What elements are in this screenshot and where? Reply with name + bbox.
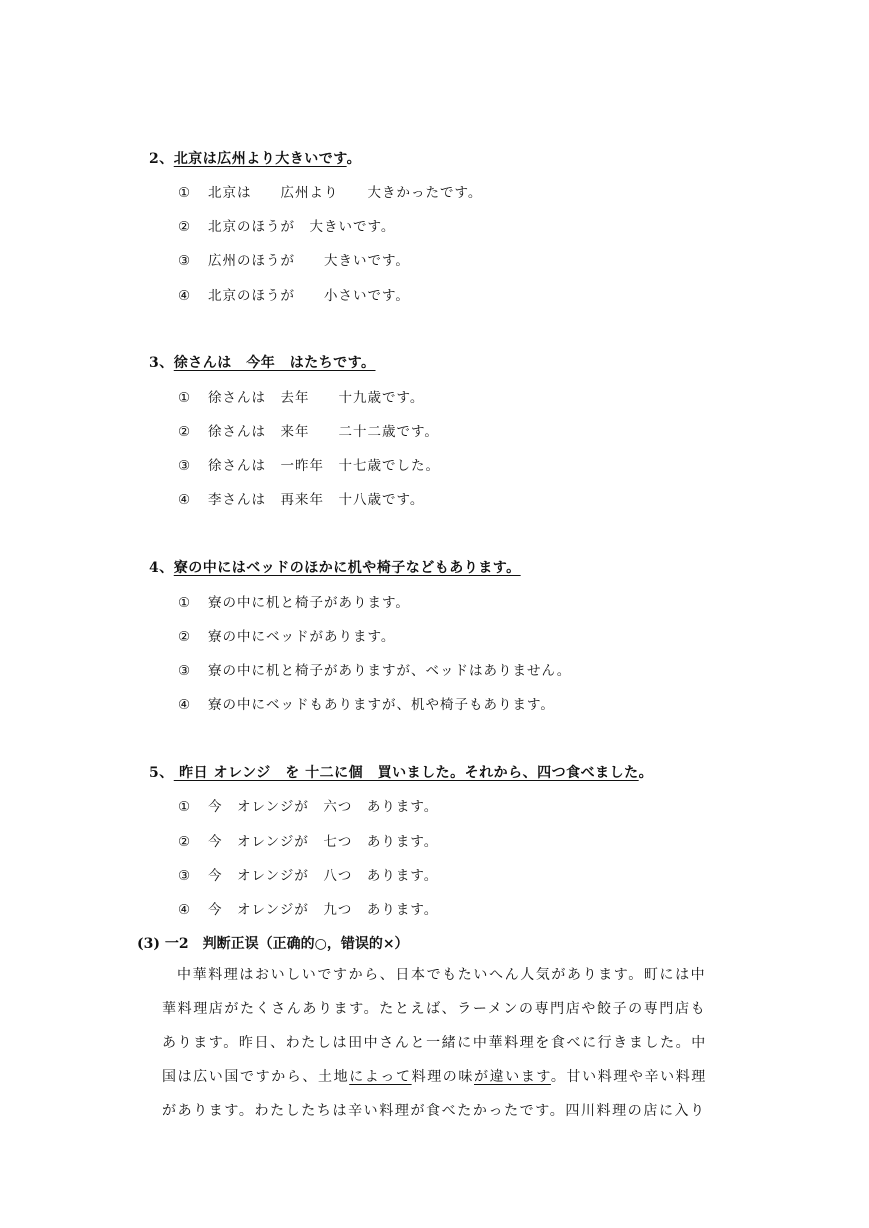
question-2-option-2 [178,215,395,235]
question-4-heading [149,557,521,577]
option-text: 徐さんは 来年 二十二歳です。 [208,424,439,440]
option-text: 今 オレンジが 九つ あります。 [208,902,439,918]
option-text: 寮の中にベッドもありますが、机や椅子もあります。 [208,697,555,713]
option-text: 寮の中に机と椅子があります。 [208,595,410,611]
question-4-option-3 [178,659,571,679]
option-text: 北京のほうが 小さいです。 [208,288,410,304]
option-mark: ② [178,834,192,850]
question-number: 5、 [149,765,174,781]
option-text: 寮の中に机と椅子がありますが、ベッドはありません。 [208,663,572,679]
passage-underlined-phrase: によって [349,1069,412,1085]
question-sentence: 徐さんは 今年 はたちです。 [173,355,376,371]
question-3-option-4 [178,488,424,508]
option-mark: ③ [178,253,192,269]
option-mark: ① [178,185,192,201]
option-mark: ② [178,424,192,440]
question-3-option-3 [178,454,440,474]
option-mark: ④ [178,492,192,508]
section-heading: (3) 一2 判断正误（正确的○，错误的×） [137,936,409,952]
question-2-option-1 [178,181,482,201]
question-4-option-4 [178,693,555,713]
question-2-option-3 [178,249,410,269]
question-3-option-1 [178,386,424,406]
option-mark: ④ [178,902,192,918]
question-number: 2、 [149,151,174,167]
question-4-option-2 [178,625,395,645]
option-mark: ④ [178,697,192,713]
passage-text: 料理の味 [411,1069,475,1085]
option-mark: ① [178,799,192,815]
question-3-heading [149,352,376,372]
question-tail: 。 [638,765,654,781]
option-mark: ① [178,595,192,611]
question-number: 4、 [149,560,174,576]
passage-text: 。甘い料理や辛い料理があります。わたしたちは辛い料理が食べたかったです。四川料理の店に入り [162,1069,707,1119]
option-mark: ③ [178,868,192,884]
option-text: 今 オレンジが 七つ あります。 [208,834,439,850]
question-2-option-4 [178,284,410,304]
passage-text: 中華料理はおいしいですから、日本でもたいへん人気があります。町には中華料理店がたくさんあります。たとえば、ラーメンの専門店や餃子の専門店もあります。昨日、わたしは田中さんと一緒に中華料理を食べに行きました。中国は広い国ですから、土地 [162,967,707,1085]
option-text: 徐さんは 一昨年 十七歳でした。 [208,458,440,474]
question-5-option-4 [178,898,438,918]
question-sentence: 寮の中にはベッドのほかに机や椅子などもあります。 [173,560,521,576]
question-3-option-2 [178,420,439,440]
question-5-heading [149,762,653,782]
option-text: 李さんは 再来年 十八歳です。 [208,492,425,508]
option-text: 今 オレンジが 八つ あります。 [208,868,439,884]
option-text: 今 オレンジが 六つ あります。 [208,799,439,815]
question-2-heading [149,148,361,168]
option-text: 寮の中にベッドがあります。 [208,629,396,645]
option-text: 北京は 広州より 大きかったです。 [208,185,483,201]
reading-passage [162,958,710,1128]
option-text: 北京のほうが 大きいです。 [208,219,396,235]
option-mark: ② [178,219,192,235]
option-mark: ③ [178,663,192,679]
passage-underlined-phrase: が違います [474,1069,551,1085]
question-tail: 。 [346,151,362,167]
question-5-option-2 [178,830,438,850]
option-text: 広州のほうが 大きいです。 [208,253,410,269]
option-mark: ④ [178,288,192,304]
question-number: 3、 [149,355,174,371]
option-mark: ② [178,629,192,645]
question-4-option-1 [178,591,410,611]
question-sentence: 昨日 オレンジ を 十二に個 買いました。それから、四つ食べました [173,765,639,781]
question-5-option-3 [178,864,438,884]
question-sentence: 北京は広州より大きいです [173,151,347,167]
question-5-option-1 [178,795,438,815]
option-mark: ① [178,390,192,406]
option-mark: ③ [178,458,192,474]
option-text: 徐さんは 去年 十九歳です。 [208,390,425,406]
